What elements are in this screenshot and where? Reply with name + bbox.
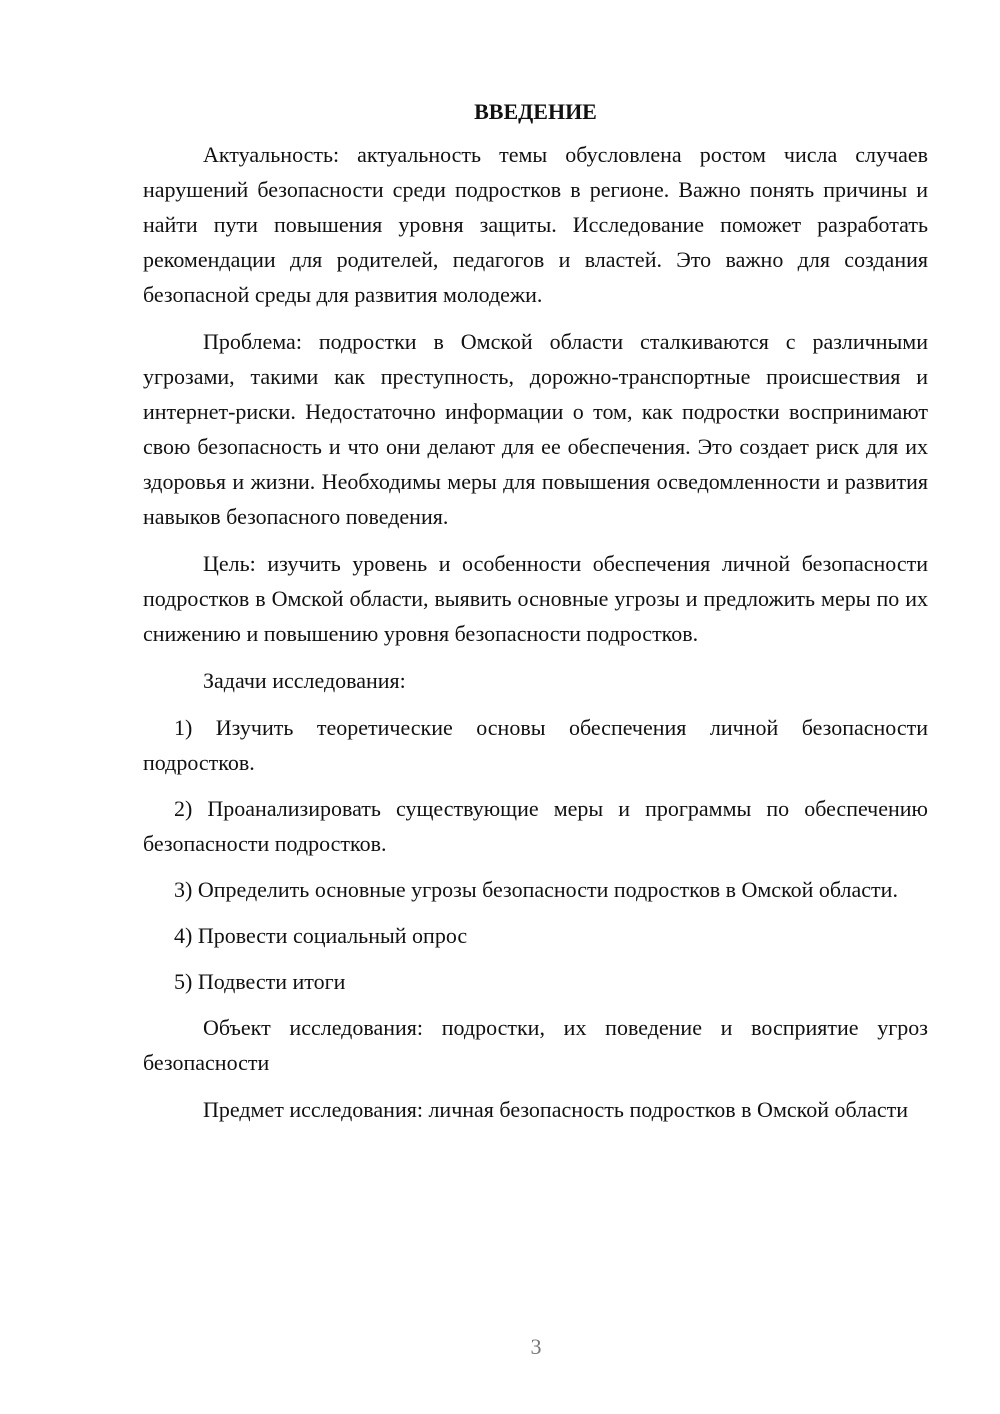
task-item: 2) Проанализировать существующие меры и программы по обеспечению безопасности подростков. [143, 796, 928, 856]
problem-paragraph: Проблема: подростки в Омской области сталкиваются с различными угрозами, такими как преступность, дорожно-транспортные происшествия и интернет-риски. Недостаточно информации о том, как подростки воспринимают свою безопасность и что они делают для ее обеспечения. Это создает риск для их здоровья и жизни. Необходимы меры для повышения осведомленности и развития навыков безопасного поведения. [143, 329, 928, 529]
task-item: 3) Определить основные угрозы безопасности подростков в Омской области. [174, 877, 898, 902]
section-title: ВВЕДЕНИЕ [474, 99, 597, 124]
page-content [143, 94, 928, 1139]
research-subject-paragraph: Предмет исследования: личная безопасность подростков в Омской области [203, 1097, 909, 1122]
task-item: 4) Провести социальный опрос [174, 923, 468, 948]
task-item: 1) Изучить теоретические основы обеспечения личной безопасности подростков. [143, 715, 928, 775]
relevance-paragraph: Актуальность: актуальность темы обусловлена ростом числа случаев нарушений безопасности среди подростков в регионе. Важно понять причины и найти пути повышения уровня защиты. Исследование поможет разработать рекомендации для родителей, педагогов и властей. Это важно для создания безопасной среды для развития молодежи. [143, 142, 928, 307]
page-number: 3 [530, 1334, 542, 1359]
tasks-heading: Задачи исследования: [203, 668, 406, 693]
goal-paragraph: Цель: изучить уровень и особенности обеспечения личной безопасности подростков в Омской области, выявить основные угрозы и предложить меры по их снижению и повышению уровня безопасности подростков. [143, 551, 928, 646]
task-item: 5) Подвести итоги [174, 969, 346, 994]
research-object-paragraph: Объект исследования: подростки, их поведение и восприятие угроз безопасности [143, 1015, 928, 1075]
